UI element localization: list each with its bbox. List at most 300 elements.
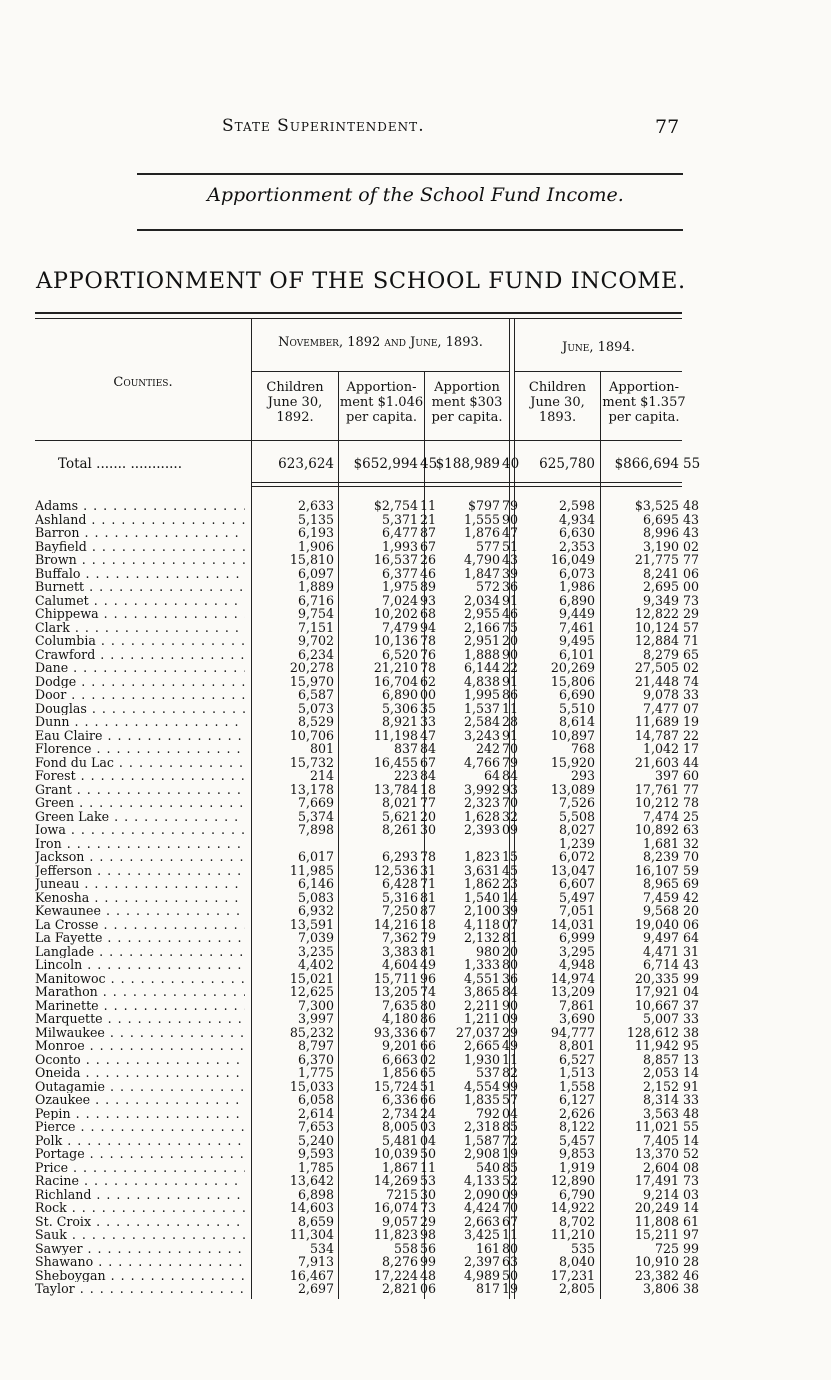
apportionment-1357-dollars: 8,241 [642, 565, 679, 581]
apportionment-303-dollars: 4,118 [463, 916, 500, 932]
apportionment-1357-cents: 60 [683, 768, 700, 783]
apportionment-1046-dollars: 3,383 [381, 943, 418, 959]
apportionment-1046-cents: 93 [420, 592, 437, 608]
apportionment-1357-dollars: 9,349 [642, 592, 679, 608]
apportionment-1046-cents: 49 [420, 957, 437, 972]
apportionment-303-dollars: 2,955 [463, 606, 500, 621]
apportionment-1046-cents: 30 [420, 1186, 437, 1202]
apportionment-1357-dollars: 2,604 [642, 1159, 679, 1175]
children-1892: 801 [309, 741, 334, 756]
county-name: Fond du Lac . . . [35, 756, 245, 770]
apportionment-1357-dollars: 3,563 [642, 1105, 679, 1121]
apportionment-1357-cents: 71 [683, 633, 700, 648]
header-line: ment $1.046 [339, 395, 424, 410]
apportionment-1046-cents: 84 [420, 768, 437, 783]
apportionment-1046-dollars: 11,198 [373, 727, 418, 743]
apportionment-1046-cents: 84 [420, 741, 437, 756]
apportionment-1357-dollars: 128,612 [626, 1024, 679, 1040]
county-name: St. Croix . . . [35, 1215, 245, 1229]
table-row [0, 1161, 831, 1175]
children-1893: 293 [570, 768, 595, 783]
apportionment-303-dollars: 540 [475, 1159, 500, 1175]
table-row [0, 931, 831, 945]
rule-top [137, 173, 683, 175]
children-1892: 8,797 [297, 1038, 334, 1053]
children-1892: 11,985 [289, 862, 334, 878]
apportionment-303-cents: 84 [502, 768, 519, 783]
apportionment-303-cents: 70 [502, 1200, 519, 1215]
header-bottom-rule [35, 440, 682, 441]
header-line: ment $303 [431, 395, 503, 410]
apportionment-1357-dollars: 8,314 [642, 1092, 679, 1107]
apportionment-1046-cents: 56 [420, 1240, 437, 1256]
apportionment-1046-dollars: 4,180 [381, 1011, 418, 1026]
apportionment-303-dollars: 1,333 [463, 957, 500, 972]
county-name: Price . . . [35, 1161, 245, 1175]
apportionment-1046-cents: 47 [420, 727, 437, 743]
county-name: Jefferson . . . [35, 864, 245, 878]
children-1892: 7,898 [297, 822, 334, 837]
apportionment-303-cents: 36 [502, 579, 519, 594]
apportionment-1357-cents: 03 [683, 1186, 700, 1202]
apportionment-1357-cents: 19 [683, 714, 700, 729]
children-1893: 15,806 [550, 673, 595, 689]
apportionment-1357-cents: 14 [683, 1132, 700, 1148]
header-counties: Counties. [113, 375, 173, 390]
apportionment-1046-dollars: 21,210 [373, 660, 418, 675]
apportionment-303-cents: 19 [502, 1281, 519, 1296]
apportionment-1046-dollars: 93,336 [373, 1024, 418, 1040]
apportionment-1046-cents: 26 [420, 552, 437, 567]
apportionment-1046-dollars: 837 [393, 741, 418, 756]
apportionment-1357-dollars: 19,040 [634, 916, 679, 932]
children-1892: 6,587 [297, 687, 334, 702]
apportionment-1357-cents: 32 [683, 835, 700, 851]
county-name: Dodge . . . [35, 675, 245, 689]
county-name: Manitowoc . . . [35, 972, 245, 986]
county-name: Brown . . . [35, 553, 245, 567]
apportionment-1357-dollars: 7,474 [642, 808, 679, 824]
children-1892: 6,097 [297, 565, 334, 581]
apportionment-303-cents: 07 [502, 916, 519, 932]
children-1893: 6,790 [558, 1186, 595, 1202]
apportionment-1046-cents: 76 [420, 646, 437, 662]
table-row [0, 850, 831, 864]
apportionment-1357-dollars: 12,884 [634, 633, 679, 648]
apportionment-303-dollars: 4,424 [463, 1200, 500, 1215]
apportionment-303-dollars: 2,211 [463, 997, 500, 1013]
county-name: Florence . . . [35, 742, 245, 756]
table-row [0, 594, 831, 608]
table-row [0, 499, 831, 513]
county-name: Lincoln . . . [35, 958, 245, 972]
children-1892: 214 [309, 768, 334, 783]
table-row [0, 864, 831, 878]
apportionment-1357-cents: 63 [683, 822, 700, 837]
apportionment-1046-cents: 98 [420, 1227, 437, 1242]
apportionment-303-cents: 49 [502, 1038, 519, 1053]
apportionment-1046-dollars: 10,136 [373, 633, 418, 648]
apportionment-1046-cents: 86 [420, 1011, 437, 1026]
apportionment-1357-cents: 48 [683, 498, 700, 513]
apportionment-303-cents: 79 [502, 754, 519, 770]
children-1892: 6,017 [297, 849, 334, 864]
children-1892: 5,073 [297, 700, 334, 716]
children-1893: 13,089 [550, 781, 595, 797]
county-name: Langlade . . . [35, 945, 245, 959]
apportionment-303-cents: 43 [502, 552, 519, 567]
apportionment-303-dollars: 980 [475, 943, 500, 959]
apportionment-1046-cents: 18 [420, 781, 437, 797]
header-children-1893 [515, 380, 600, 425]
apportionment-1357-dollars: 5,007 [642, 1011, 679, 1026]
apportionment-303-cents: 09 [502, 1011, 519, 1026]
apportionment-303-cents: 11 [502, 1227, 519, 1242]
children-1893: 3,295 [558, 943, 595, 959]
apportionment-1046-dollars: 2,821 [381, 1281, 418, 1296]
apportionment-1046-dollars: 8,005 [381, 1119, 418, 1134]
children-1893: 94,777 [550, 1024, 595, 1040]
apportionment-303-cents: 14 [502, 889, 519, 905]
children-1892: 5,374 [297, 808, 334, 824]
apportionment-1046-dollars: 6,663 [381, 1051, 418, 1067]
apportionment-1357-cents: 17 [683, 741, 700, 756]
children-1893: 2,598 [558, 498, 595, 513]
children-1892: 8,529 [297, 714, 334, 729]
apportionment-1357-dollars: 12,822 [634, 606, 679, 621]
apportionment-1357-cents: 91 [683, 1078, 700, 1094]
county-name: Portage . . . [35, 1147, 245, 1161]
apportionment-1046-dollars: 10,202 [373, 606, 418, 621]
children-1892: 7,039 [297, 930, 334, 945]
apportionment-1046-cents: 79 [420, 930, 437, 945]
apportionment-303-dollars: 4,838 [463, 673, 500, 689]
table-row [0, 1174, 831, 1188]
apportionment-303-cents: 39 [502, 565, 519, 581]
apportionment-1357-dollars: 9,214 [642, 1186, 679, 1202]
apportionment-1046-cents: 77 [420, 795, 437, 810]
header-line: Apportion- [346, 380, 417, 395]
table-row [0, 675, 831, 689]
apportionment-303-dollars: 2,323 [463, 795, 500, 810]
children-1892: 7,653 [297, 1119, 334, 1134]
county-name: Milwaukee . . . [35, 1026, 245, 1040]
apportionment-1357-dollars: 7,405 [642, 1132, 679, 1148]
apportionment-303-cents: 47 [502, 525, 519, 540]
apportionment-303-cents: 32 [502, 808, 519, 824]
children-1893: 2,353 [558, 538, 595, 554]
children-1893: 13,209 [550, 984, 595, 999]
county-name: Marathon . . . [35, 985, 245, 999]
apportionment-303-dollars: 2,166 [463, 619, 500, 635]
county-name: Taylor . . . [35, 1282, 245, 1296]
children-1892: 6,146 [297, 876, 334, 891]
table-row [0, 513, 831, 527]
children-1893: 1,239 [558, 835, 595, 851]
table-row [0, 945, 831, 959]
apportionment-1357-cents: 07 [683, 700, 700, 716]
apportionment-1357-dollars: $3,525 [634, 498, 679, 513]
apportionment-1357-cents: 31 [683, 943, 700, 959]
apportionment-1046-dollars: 6,428 [381, 876, 418, 891]
apportionment-1046-dollars: 10,039 [373, 1146, 418, 1161]
apportionment-303-dollars: 1,862 [463, 876, 500, 891]
county-name: Polk . . . [35, 1134, 245, 1148]
children-1893: 1,919 [558, 1159, 595, 1175]
apportionment-303-cents: 23 [502, 876, 519, 891]
county-name: Forest . . . [35, 769, 245, 783]
county-name: Bayfield . . . [35, 540, 245, 554]
children-1893: 8,027 [558, 822, 595, 837]
apportionment-1357-dollars: 11,689 [634, 714, 679, 729]
children-1893: 17,231 [550, 1267, 595, 1283]
header-period-rule [515, 371, 682, 372]
children-1892: 2,697 [297, 1281, 334, 1296]
apportionment-1357-cents: 38 [683, 1024, 700, 1040]
header-apportionment-1357 [601, 380, 687, 425]
apportionment-303-cents: 85 [502, 1159, 519, 1175]
apportionment-1046-cents: 35 [420, 700, 437, 716]
rule-below-subtitle [137, 229, 683, 231]
children-1892: 2,633 [297, 498, 334, 513]
table-row [0, 837, 831, 851]
apportionment-1357-cents: 59 [683, 862, 700, 878]
children-1893: 6,690 [558, 687, 595, 702]
apportionment-1046-cents: 21 [420, 511, 437, 527]
table-row [0, 742, 831, 756]
county-name: Outagamie . . . [35, 1080, 245, 1094]
apportionment-303-cents: 15 [502, 849, 519, 864]
children-1892: 3,235 [297, 943, 334, 959]
apportionment-303-dollars: 3,865 [463, 984, 500, 999]
apportionment-1357-cents: 04 [683, 984, 700, 999]
children-1892: 13,642 [289, 1173, 334, 1188]
apportionment-1046-dollars: 15,711 [373, 970, 418, 986]
county-name: Crawford . . . [35, 648, 245, 662]
header-line: June 30, [530, 395, 585, 410]
county-name: Green . . . [35, 796, 245, 810]
apportionment-303-dollars: 1,876 [463, 525, 500, 540]
page-number: 77 [655, 116, 680, 138]
apportionment-1046-dollars: 1,867 [381, 1159, 418, 1175]
apportionment-1046-dollars: 1,975 [381, 579, 418, 594]
apportionment-1046-cents: 87 [420, 525, 437, 540]
apportionment-1046-cents: 24 [420, 1105, 437, 1121]
apportionment-1357-cents: 22 [683, 727, 700, 743]
apportionment-1357-cents: 29 [683, 606, 700, 621]
apportionment-1357-dollars: 8,965 [642, 876, 679, 891]
table-row [0, 1269, 831, 1283]
header-line: Apportion- [608, 380, 680, 395]
apportionment-1357-cents: 13 [683, 1051, 700, 1067]
apportionment-1357-dollars: 17,921 [634, 984, 679, 999]
apportionment-1357-cents: 44 [683, 754, 700, 770]
total-apportionment-1357-cents: 55 [683, 456, 701, 472]
apportionment-1046-dollars: 13,784 [373, 781, 418, 797]
apportionment-303-cents: 09 [502, 822, 519, 837]
county-name: Door . . . [35, 688, 245, 702]
apportionment-1357-dollars: 10,910 [634, 1254, 679, 1269]
table-row [0, 607, 831, 621]
apportionment-1357-dollars: 17,761 [634, 781, 679, 797]
children-1892: 20,278 [289, 660, 334, 675]
apportionment-303-dollars: 1,823 [463, 849, 500, 864]
apportionment-303-dollars: 1,555 [463, 511, 500, 527]
apportionment-1046-dollars: 12,536 [373, 862, 418, 878]
running-head-title: State Superintendent. [222, 116, 425, 136]
children-1892: 6,716 [297, 592, 334, 608]
apportionment-1357-cents: 69 [683, 876, 700, 891]
apportionment-303-dollars: 537 [475, 1065, 500, 1080]
table-row [0, 1215, 831, 1229]
apportionment-303-cents: 91 [502, 673, 519, 689]
county-name: Sawyer . . . [35, 1242, 245, 1256]
county-name: Dunn . . . [35, 715, 245, 729]
table-row [0, 540, 831, 554]
apportionment-1046-dollars: 16,537 [373, 552, 418, 567]
apportionment-1046-cents: 99 [420, 1254, 437, 1269]
apportionment-303-dollars: 4,790 [463, 552, 500, 567]
children-1893: 5,457 [558, 1132, 595, 1148]
children-1892: 7,913 [297, 1254, 334, 1269]
children-1893: 6,890 [558, 592, 595, 608]
apportionment-303-cents: 85 [502, 1119, 519, 1134]
apportionment-303-dollars: 3,425 [463, 1227, 500, 1242]
apportionment-1357-cents: 28 [683, 1254, 700, 1269]
apportionment-303-cents: 63 [502, 1254, 519, 1269]
apportionment-1046-dollars: 7,250 [381, 903, 418, 918]
county-name: La Crosse . . . [35, 918, 245, 932]
apportionment-1046-dollars: 1,856 [381, 1065, 418, 1080]
apportionment-1357-cents: 64 [683, 930, 700, 945]
apportionment-1046-dollars: 5,481 [381, 1132, 418, 1148]
children-1892: 1,906 [297, 538, 334, 554]
apportionment-303-cents: 75 [502, 619, 519, 635]
county-name: Oneida . . . [35, 1066, 245, 1080]
apportionment-303-cents: 67 [502, 1213, 519, 1229]
apportionment-303-cents: 90 [502, 997, 519, 1013]
header-line: ment $1.357 [602, 395, 686, 410]
table-row [0, 688, 831, 702]
table-row [0, 661, 831, 675]
apportionment-303-cents: 11 [502, 700, 519, 716]
apportionment-1046-dollars: 15,724 [373, 1078, 418, 1094]
county-name: Jackson . . . [35, 850, 245, 864]
apportionment-1357-cents: 61 [683, 1213, 700, 1229]
total-rule [252, 486, 682, 487]
county-name: Marquette . . . [35, 1012, 245, 1026]
children-1893: 5,510 [558, 700, 595, 716]
children-1893: 6,607 [558, 876, 595, 891]
county-name: Buffalo . . . [35, 567, 245, 581]
apportionment-1357-dollars: 21,775 [634, 552, 679, 567]
apportionment-303-cents: 20 [502, 943, 519, 959]
apportionment-1046-dollars: 13,205 [373, 984, 418, 999]
apportionment-1046-cents: 68 [420, 606, 437, 621]
apportionment-1046-dollars: 16,704 [373, 673, 418, 689]
apportionment-1046-cents: 50 [420, 1146, 437, 1161]
apportionment-303-cents: 11 [502, 1051, 519, 1067]
apportionment-303-dollars: 2,908 [463, 1146, 500, 1161]
children-1892: 1,889 [297, 579, 334, 594]
apportionment-1357-cents: 33 [683, 1092, 700, 1107]
apportionment-1046-dollars: 9,057 [381, 1213, 418, 1229]
apportionment-303-dollars: 27,037 [455, 1024, 500, 1040]
county-table [0, 499, 831, 1296]
apportionment-303-cents: 80 [502, 957, 519, 972]
county-name: Marinette . . . [35, 999, 245, 1013]
table-row [0, 1039, 831, 1053]
apportionment-1046-dollars: 14,216 [373, 916, 418, 932]
apportionment-1357-dollars: 10,212 [634, 795, 679, 810]
county-name: Columbia . . . [35, 634, 245, 648]
apportionment-1357-dollars: 7,477 [642, 700, 679, 716]
apportionment-1357-dollars: 8,857 [642, 1051, 679, 1067]
apportionment-1046-cents: 65 [420, 1065, 437, 1080]
apportionment-303-cents: 91 [502, 592, 519, 608]
children-1893: 10,897 [550, 727, 595, 743]
apportionment-1046-cents: 20 [420, 808, 437, 824]
table-row [0, 877, 831, 891]
apportionment-1357-cents: 43 [683, 525, 700, 540]
children-1892: 5,135 [297, 511, 334, 527]
apportionment-303-dollars: 4,989 [463, 1267, 500, 1283]
apportionment-303-cents: 84 [502, 984, 519, 999]
children-1892: 5,240 [297, 1132, 334, 1148]
apportionment-1357-cents: 14 [683, 1065, 700, 1080]
children-1892: 15,810 [289, 552, 334, 567]
children-1893: 768 [570, 741, 595, 756]
apportionment-303-dollars: 1,847 [463, 565, 500, 581]
apportionment-303-dollars: 2,951 [463, 633, 500, 648]
table-row [0, 1093, 831, 1107]
apportionment-1046-dollars: 17,224 [373, 1267, 418, 1283]
apportionment-1357-cents: 33 [683, 687, 700, 702]
apportionment-303-dollars: 3,243 [463, 727, 500, 743]
county-name: Ozaukee . . . [35, 1093, 245, 1107]
header-line: Children [266, 380, 324, 395]
apportionment-1357-dollars: 21,448 [634, 673, 679, 689]
apportionment-1046-cents: 30 [420, 822, 437, 837]
children-1892: 9,702 [297, 633, 334, 648]
apportionment-303-dollars: 4,554 [463, 1078, 500, 1094]
apportionment-1046-cents: 71 [420, 876, 437, 891]
apportionment-1357-dollars: 8,279 [642, 646, 679, 662]
apportionment-1357-cents: 97 [683, 1227, 700, 1242]
apportionment-1357-cents: 02 [683, 538, 700, 554]
children-1893: 1,558 [558, 1078, 595, 1094]
apportionment-303-cents: 86 [502, 687, 519, 702]
table-row [0, 729, 831, 743]
children-1892: 6,898 [297, 1186, 334, 1202]
header-apportionment-303 [425, 380, 509, 425]
apportionment-1357-cents: 06 [683, 565, 700, 581]
apportionment-1046-dollars: 8,276 [381, 1254, 418, 1269]
apportionment-1357-cents: 48 [683, 1105, 700, 1121]
apportionment-1357-cents: 55 [683, 1119, 700, 1134]
apportionment-303-cents: 70 [502, 795, 519, 810]
apportionment-1357-dollars: 27,505 [634, 660, 679, 675]
children-1892: 15,970 [289, 673, 334, 689]
apportionment-1046-dollars: 223 [393, 768, 418, 783]
apportionment-1357-cents: 95 [683, 1038, 700, 1053]
apportionment-1046-cents: 78 [420, 660, 437, 675]
apportionment-1357-dollars: 2,695 [642, 579, 679, 594]
apportionment-303-cents: 93 [502, 781, 519, 797]
total-row [0, 456, 831, 474]
apportionment-1357-dollars: 21,603 [634, 754, 679, 770]
apportionment-303-cents: 99 [502, 1078, 519, 1094]
